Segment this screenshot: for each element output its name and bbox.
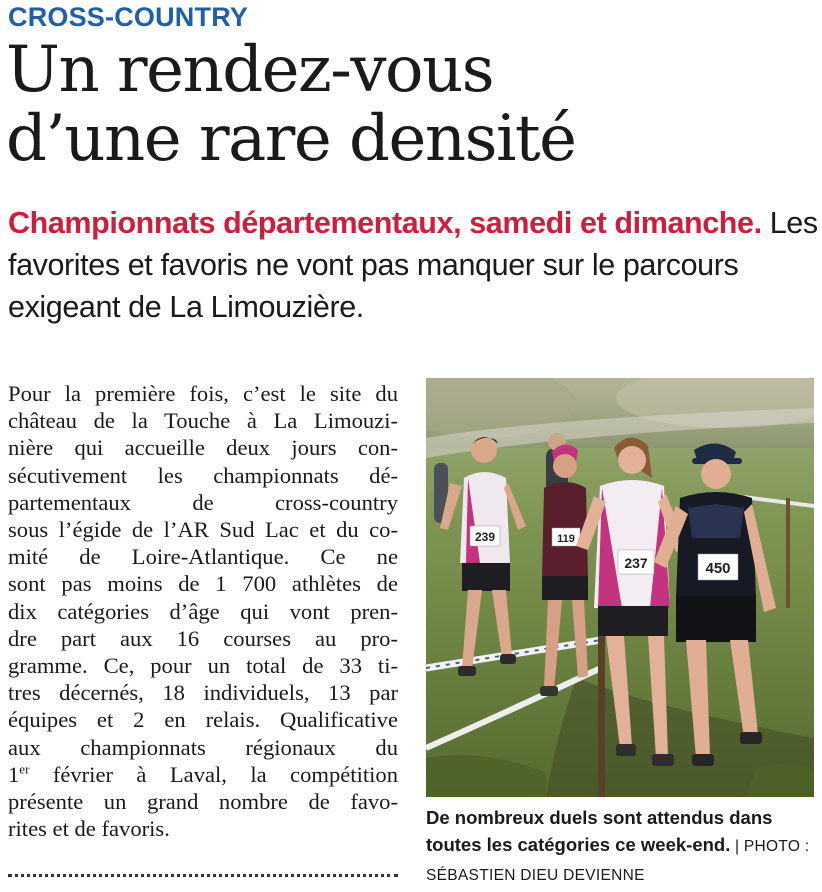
bib-number: 119 bbox=[557, 533, 575, 545]
body-line: nière qui accueille deux jours con- bbox=[8, 435, 398, 461]
body-line: Pour la première fois, c’est le site du bbox=[8, 381, 398, 406]
body-line: gramme. Ce, pour un total de 33 ti- bbox=[8, 653, 398, 679]
body-line: présente un grand nombre de favo- bbox=[8, 789, 398, 815]
standfirst bbox=[8, 202, 818, 328]
body-line: mité de Loire-Atlantique. Ce ne bbox=[8, 544, 398, 570]
body-line: château de la Touche à La Limouzi- bbox=[8, 408, 398, 434]
bib-number: 239 bbox=[474, 530, 496, 544]
headline bbox=[6, 33, 816, 176]
body-line bbox=[8, 761, 398, 788]
caption-text: De nombreux duels sont attendus dans toutes les catégories ce week-end. bbox=[426, 807, 773, 855]
dotted-separator bbox=[8, 874, 398, 877]
standfirst-lead: Championnats départementaux, samedi et dimanche. bbox=[8, 206, 762, 240]
body-line: équipes et 2 en relais. Qualificative bbox=[8, 707, 398, 733]
section-rubric: CROSS-COUNTRY bbox=[8, 2, 249, 32]
body-line: partementaux de cross-country bbox=[8, 489, 398, 515]
headline-line-2: d’une rare densité bbox=[6, 102, 576, 176]
article-photo bbox=[426, 378, 814, 797]
bib-number: 450 bbox=[705, 560, 731, 577]
photo-caption bbox=[426, 804, 818, 889]
body-line: sécutivement les championnats dé- bbox=[8, 462, 398, 488]
body-ordinal: 1 bbox=[8, 761, 20, 787]
bib-number: 237 bbox=[624, 555, 648, 571]
article-body bbox=[8, 380, 398, 842]
runners-photo-illustration bbox=[426, 378, 814, 797]
body-line: dre part aux 16 courses au pro- bbox=[8, 625, 398, 651]
body-line: sous l’égide de l’AR Sud Lac et du co- bbox=[8, 517, 398, 543]
body-line: rites et de favoris. bbox=[8, 816, 170, 842]
body-ordinal-suffix: er bbox=[19, 761, 30, 777]
body-line: tres décernés, 18 individuels, 13 par bbox=[8, 680, 398, 706]
body-line: dix catégories d’âge qui vont pren- bbox=[8, 598, 398, 624]
body-line: sont pas moins de 1 700 athlètes de bbox=[8, 571, 398, 597]
body-line-rest: février à Laval, la compétition bbox=[29, 761, 398, 787]
body-line: aux championnats régionaux du bbox=[8, 734, 398, 760]
headline-line-1: Un rendez-vous bbox=[6, 33, 494, 107]
standfirst-rest: Les favorites et favoris ne vont pas manquer sur le parcours exigeant de La Limouzière. bbox=[8, 206, 818, 324]
photo-credit: | PHOTO : SÉBASTIEN DIEU DEVIENNE bbox=[426, 838, 810, 884]
